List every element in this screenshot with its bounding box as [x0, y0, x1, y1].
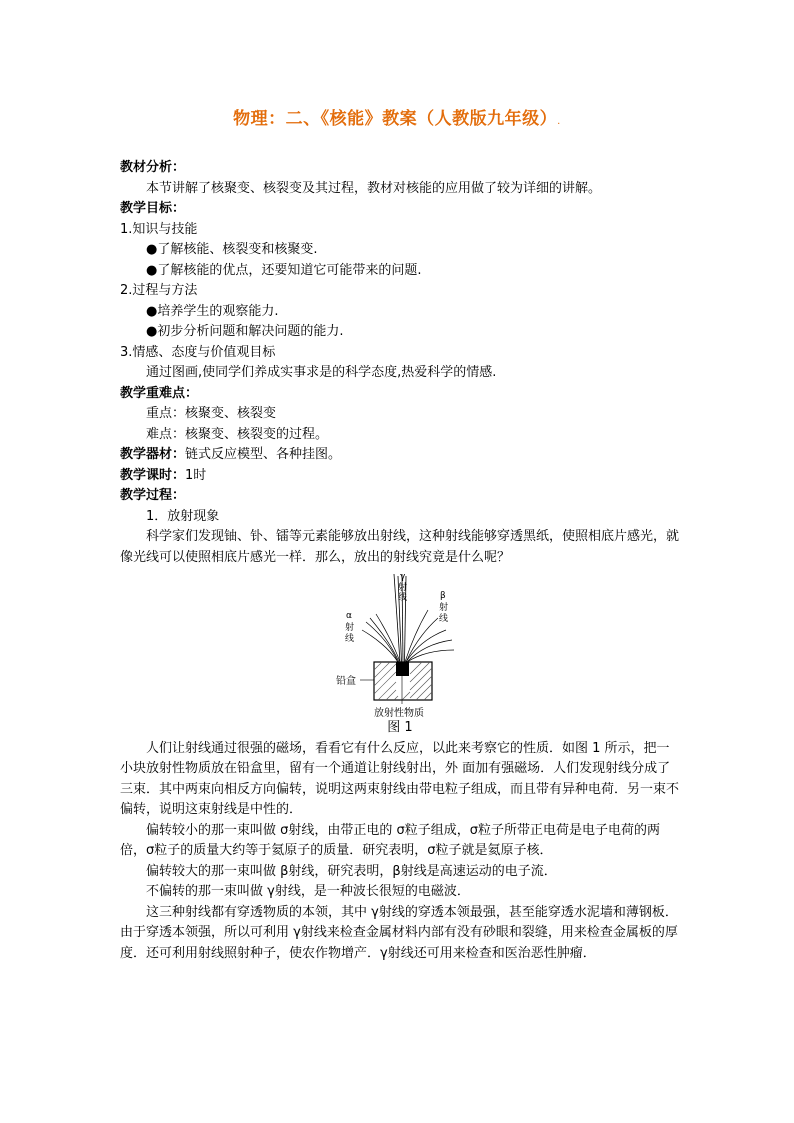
gamma-label: 线: [398, 593, 408, 603]
paragraph: 科学家们发现铀、钋、镭等元素能够放出射线，这种射线能够穿透黑纸，使照相底片感光，就像光线可以使照相底片感光一样．那么，放出的射线究竟是什么呢？: [120, 529, 680, 565]
alpha-rays: [362, 614, 400, 662]
radioactive-source: [396, 662, 409, 676]
paragraph: 不偏转的那一束叫做 γ射线，是一种波长很短的电磁波．: [146, 884, 470, 899]
goals-heading: 教学目标：: [120, 201, 186, 216]
goal2-item: ●培养学生的观察能力.: [146, 303, 279, 319]
document-body: [120, 158, 680, 964]
source-label: 放射性物质: [374, 708, 424, 718]
goal2-item: ●初步分析问题和解决问题的能力.: [146, 324, 344, 339]
goal1-item: ●了解核能的优点，还要知道它可能带来的问题.: [146, 262, 422, 278]
gamma-label: 射: [398, 583, 408, 593]
equipment-line: [120, 445, 680, 466]
document-title: [0, 104, 794, 129]
hours-line: [120, 466, 680, 487]
alpha-symbol: α: [346, 611, 352, 621]
goal1-title: 1.知识与技能: [120, 221, 198, 237]
key-point: 重点：核聚变、核裂变: [146, 406, 277, 421]
paragraph: 人们让射线通过很强的磁场，看看它有什么反应，以此来考察它的性质．如图 1 所示，把一小块放射性物质放在铅盒里，留有一个通道让射线射出，外 面加有强磁场．人们发现射线分成了三束．其中两束向相反方向偏转，说明这两束射线由带电粒子组成，而且带有异种电荷．另一束不偏转，说明这束射线是中性的．: [120, 740, 680, 817]
goal3-text: 通过图画,使同学们养成实事求是的科学态度,热爱科学的情感.: [146, 365, 497, 380]
beta-label: 线: [439, 614, 449, 624]
key-heading: 教学重难点：: [120, 385, 199, 401]
gamma-symbol: γ: [400, 572, 406, 582]
difficult-point: 难点：核聚变、核裂变的过程。: [146, 426, 329, 442]
hours-heading: 教学课时：: [120, 467, 186, 483]
process-heading: 教学过程：: [120, 488, 186, 503]
goal1-item: ●了解核能、核裂变和核聚变.: [146, 242, 318, 257]
beta-label: 射: [439, 603, 449, 613]
lead-box-label: 铅盒: [336, 676, 356, 687]
radiation-diagram: [328, 570, 478, 718]
equipment-heading: 教学器材：: [120, 447, 186, 462]
goal3-title: 3.情感、态度与价值观目标: [120, 344, 276, 360]
figure-caption: 图 1: [387, 720, 413, 735]
goal2-title: 2.过程与方法: [120, 283, 198, 298]
analysis-text: 本节讲解了核聚变、核裂变及其过程，教材对核能的应用做了较为详细的讲解。: [146, 180, 602, 196]
analysis-heading: 教材分析：: [120, 160, 186, 175]
title-text: 物理：二、《核能》教案（人教版九年级）: [233, 109, 558, 129]
figure-radiation: [120, 570, 680, 718]
paragraph: 偏转较小的那一束叫做 σ射线，由带正电的 σ粒子组成，σ粒子所带正电荷是电子电荷的两倍，σ粒子的质量大约等于氦原子的质量．研究表明，σ粒子就是氦原子核．: [120, 822, 660, 858]
paragraph: 这三种射线都有穿透物质的本领，其中 γ射线的穿透本领最强，甚至能穿透水泥墙和薄钢板．由于穿透本领强，所以可利用 γ射线来检查金属材料内部有没有砂眼和裂缝，用来检查金属板的厚度．还可利用射线照射种子，使农作物增产．γ射线还可用来检查和医治恶性肿瘤．: [120, 904, 678, 961]
hours-text: 1时: [185, 467, 207, 483]
alpha-label: 射: [345, 623, 355, 633]
equipment-text: 链式反应模型、各种挂图。: [185, 447, 342, 462]
paragraph: 偏转较大的那一束叫做 β射线，研究表明，β射线是高速运动的电子流．: [146, 863, 557, 879]
alpha-label: 线: [345, 634, 355, 644]
process-step1: 1．放射现象: [146, 508, 220, 524]
beta-symbol: β: [440, 591, 446, 601]
title-dot: .: [557, 116, 561, 127]
